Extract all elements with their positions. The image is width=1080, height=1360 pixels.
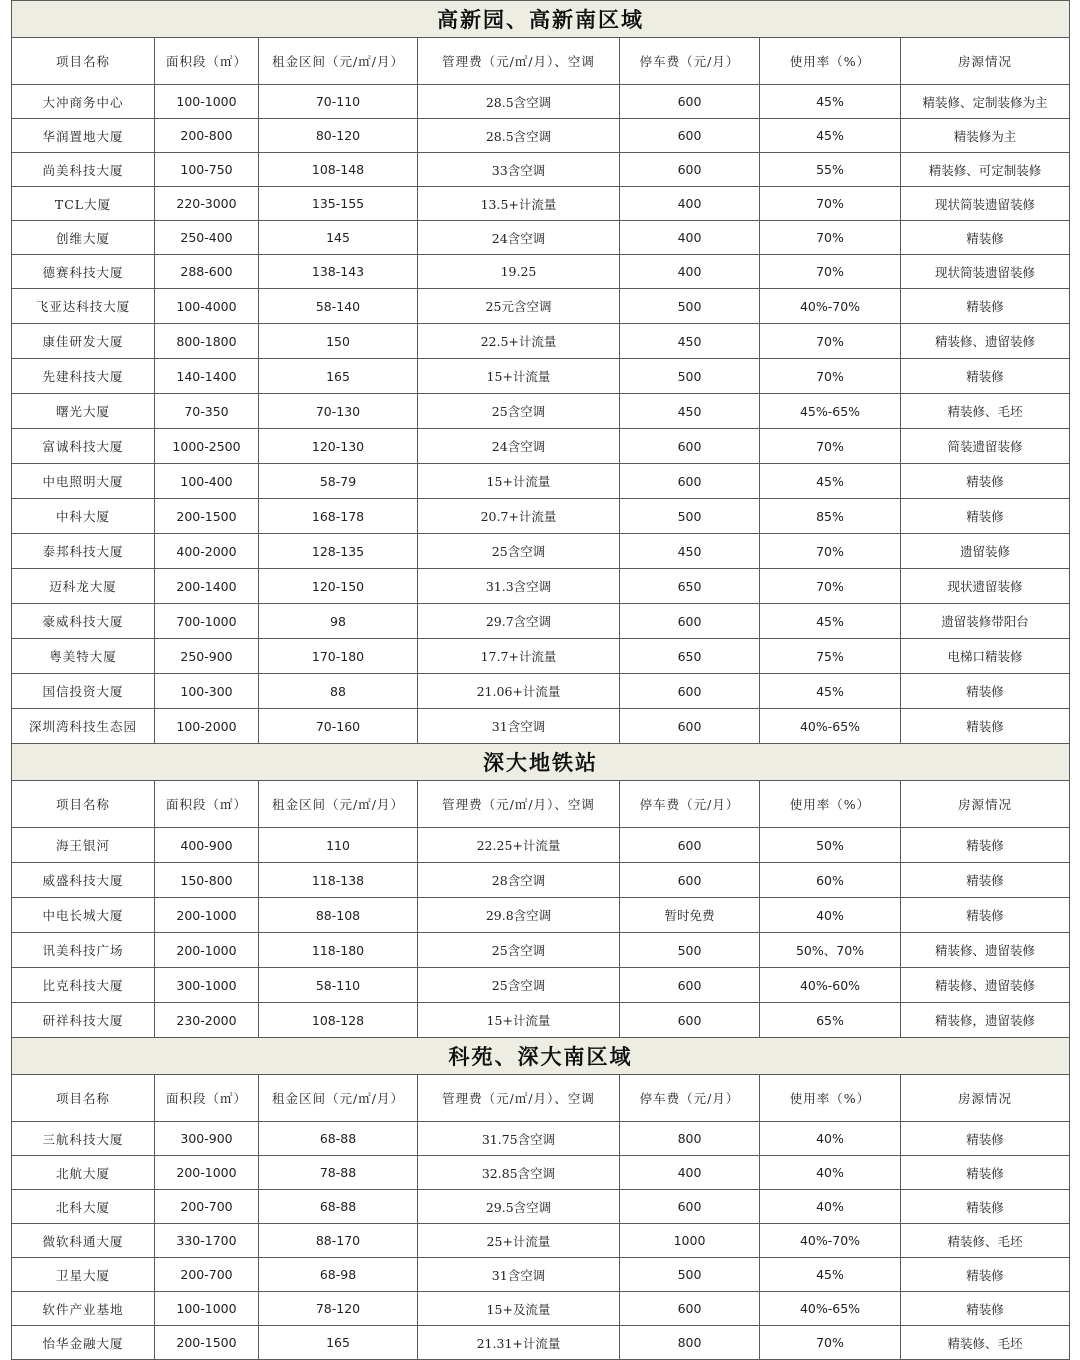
table-cell: 100-400 bbox=[155, 464, 259, 499]
table-cell: 138-143 bbox=[259, 255, 418, 289]
column-header: 项目名称 bbox=[12, 1075, 155, 1122]
table-cell: 100-300 bbox=[155, 674, 259, 709]
table-cell: 遗留装修 bbox=[901, 534, 1070, 569]
table-cell: 200-700 bbox=[155, 1258, 259, 1292]
table-cell: 600 bbox=[620, 85, 760, 119]
column-header: 使用率（%） bbox=[760, 1075, 901, 1122]
table-row bbox=[12, 639, 1070, 674]
table-cell: 330-1700 bbox=[155, 1224, 259, 1258]
table-cell: 70-160 bbox=[259, 709, 418, 744]
table-cell: 600 bbox=[620, 674, 760, 709]
table-cell: 118-180 bbox=[259, 933, 418, 968]
table-cell: 250-900 bbox=[155, 639, 259, 674]
table-cell: 500 bbox=[620, 289, 760, 324]
table-cell: 德赛科技大厦 bbox=[12, 255, 155, 289]
table-cell: TCL大厦 bbox=[12, 187, 155, 221]
table-cell: 电梯口精装修 bbox=[901, 639, 1070, 674]
table-cell: 40%-70% bbox=[760, 1224, 901, 1258]
table-row bbox=[12, 933, 1070, 968]
column-header: 租金区间（元/㎡/月） bbox=[259, 1075, 418, 1122]
table-cell: 17.7+计流量 bbox=[418, 639, 620, 674]
table-cell: 58-79 bbox=[259, 464, 418, 499]
table-cell: 精装修、遗留装修 bbox=[901, 968, 1070, 1003]
table-cell: 70% bbox=[760, 324, 901, 359]
table-cell: 中电长城大厦 bbox=[12, 898, 155, 933]
table-cell: 165 bbox=[259, 359, 418, 394]
table-cell: 70% bbox=[760, 429, 901, 464]
table-cell: 精装修 bbox=[901, 1258, 1070, 1292]
table-cell: 50%、70% bbox=[760, 933, 901, 968]
section-title-text: 科苑、深大南区域 bbox=[12, 1038, 1070, 1075]
table-cell: 深圳湾科技生态园 bbox=[12, 709, 155, 744]
table-cell: 600 bbox=[620, 863, 760, 898]
table-cell: 现状遗留装修 bbox=[901, 569, 1070, 604]
table-cell: 135-155 bbox=[259, 187, 418, 221]
table-cell: 13.5+计流量 bbox=[418, 187, 620, 221]
column-header: 租金区间（元/㎡/月） bbox=[259, 781, 418, 828]
column-header: 管理费（元/㎡/月）、空调 bbox=[418, 781, 620, 828]
table-cell: 600 bbox=[620, 1190, 760, 1224]
table-cell: 现状简装遗留装修 bbox=[901, 187, 1070, 221]
column-header: 租金区间（元/㎡/月） bbox=[259, 38, 418, 85]
rental-sheet bbox=[11, 0, 1069, 1360]
table-cell: 85% bbox=[760, 499, 901, 534]
table-cell: 600 bbox=[620, 1003, 760, 1038]
table-cell: 45% bbox=[760, 464, 901, 499]
table-cell: 精装修 bbox=[901, 1156, 1070, 1190]
table-cell: 40%-70% bbox=[760, 289, 901, 324]
table-cell: 精装修 bbox=[901, 709, 1070, 744]
table-cell: 21.31+计流量 bbox=[418, 1326, 620, 1360]
table-cell: 40% bbox=[760, 1122, 901, 1156]
table-cell: 精装修、毛坯 bbox=[901, 394, 1070, 429]
table-cell: 120-130 bbox=[259, 429, 418, 464]
table-cell: 威盛科技大厦 bbox=[12, 863, 155, 898]
table-cell: 海王银河 bbox=[12, 828, 155, 863]
table-cell: 精装修 bbox=[901, 464, 1070, 499]
table-row bbox=[12, 187, 1070, 221]
table-cell: 泰邦科技大厦 bbox=[12, 534, 155, 569]
table-cell: 粤美特大厦 bbox=[12, 639, 155, 674]
table-cell: 800 bbox=[620, 1326, 760, 1360]
column-header: 使用率（%） bbox=[760, 38, 901, 85]
table-cell: 精装修、毛坯 bbox=[901, 1326, 1070, 1360]
table-cell: 45% bbox=[760, 674, 901, 709]
table-cell: 遗留装修带阳台 bbox=[901, 604, 1070, 639]
table-cell: 精装修，遗留装修 bbox=[901, 1003, 1070, 1038]
table-cell: 128-135 bbox=[259, 534, 418, 569]
table-cell: 20.7+计流量 bbox=[418, 499, 620, 534]
table-cell: 28含空调 bbox=[418, 863, 620, 898]
table-row bbox=[12, 255, 1070, 289]
table-cell: 21.06+计流量 bbox=[418, 674, 620, 709]
table-cell: 25含空调 bbox=[418, 534, 620, 569]
table-cell: 168-178 bbox=[259, 499, 418, 534]
table-cell: 31.75含空调 bbox=[418, 1122, 620, 1156]
table-cell: 600 bbox=[620, 828, 760, 863]
table-cell: 145 bbox=[259, 221, 418, 255]
table-row bbox=[12, 534, 1070, 569]
table-cell: 精装修、定制装修为主 bbox=[901, 85, 1070, 119]
table-row bbox=[12, 1258, 1070, 1292]
table-row bbox=[12, 324, 1070, 359]
table-cell: 飞亚达科技大厦 bbox=[12, 289, 155, 324]
table-cell: 88 bbox=[259, 674, 418, 709]
table-cell: 400 bbox=[620, 221, 760, 255]
table-cell: 三航科技大厦 bbox=[12, 1122, 155, 1156]
table-row bbox=[12, 153, 1070, 187]
section-title-text: 高新园、高新南区域 bbox=[12, 1, 1070, 38]
table-cell: 22.25+计流量 bbox=[418, 828, 620, 863]
table-row bbox=[12, 1292, 1070, 1326]
table-cell: 100-4000 bbox=[155, 289, 259, 324]
table-cell: 软件产业基地 bbox=[12, 1292, 155, 1326]
table-cell: 15+计流量 bbox=[418, 464, 620, 499]
table-cell: 24含空调 bbox=[418, 221, 620, 255]
table-cell: 28.5含空调 bbox=[418, 119, 620, 153]
table-cell: 富诚科技大厦 bbox=[12, 429, 155, 464]
table-cell: 精装修 bbox=[901, 674, 1070, 709]
table-cell: 29.8含空调 bbox=[418, 898, 620, 933]
table-cell: 70% bbox=[760, 359, 901, 394]
table-cell: 118-138 bbox=[259, 863, 418, 898]
table-cell: 70-130 bbox=[259, 394, 418, 429]
table-cell: 300-1000 bbox=[155, 968, 259, 1003]
column-header: 管理费（元/㎡/月）、空调 bbox=[418, 1075, 620, 1122]
table-row bbox=[12, 604, 1070, 639]
table-cell: 45%-65% bbox=[760, 394, 901, 429]
table-cell: 25+计流量 bbox=[418, 1224, 620, 1258]
table-cell: 精装修 bbox=[901, 289, 1070, 324]
table-cell: 58-110 bbox=[259, 968, 418, 1003]
table-cell: 800-1800 bbox=[155, 324, 259, 359]
table-cell: 北航大厦 bbox=[12, 1156, 155, 1190]
table-cell: 33含空调 bbox=[418, 153, 620, 187]
table-cell: 200-1000 bbox=[155, 898, 259, 933]
table-cell: 45% bbox=[760, 119, 901, 153]
table-cell: 31含空调 bbox=[418, 709, 620, 744]
column-header: 使用率（%） bbox=[760, 781, 901, 828]
table-cell: 165 bbox=[259, 1326, 418, 1360]
table-cell: 精装修 bbox=[901, 828, 1070, 863]
table-cell: 25含空调 bbox=[418, 933, 620, 968]
table-cell: 98 bbox=[259, 604, 418, 639]
table-cell: 比克科技大厦 bbox=[12, 968, 155, 1003]
table-cell: 31含空调 bbox=[418, 1258, 620, 1292]
table-cell: 简装遗留装修 bbox=[901, 429, 1070, 464]
table-cell: 尚美科技大厦 bbox=[12, 153, 155, 187]
table-cell: 60% bbox=[760, 863, 901, 898]
table-cell: 288-600 bbox=[155, 255, 259, 289]
table-cell: 40% bbox=[760, 1190, 901, 1224]
table-cell: 78-120 bbox=[259, 1292, 418, 1326]
table-cell: 68-88 bbox=[259, 1122, 418, 1156]
table-cell: 32.85含空调 bbox=[418, 1156, 620, 1190]
table-cell: 170-180 bbox=[259, 639, 418, 674]
table-cell: 40% bbox=[760, 898, 901, 933]
table-cell: 600 bbox=[620, 119, 760, 153]
table-row bbox=[12, 828, 1070, 863]
table-cell: 600 bbox=[620, 604, 760, 639]
table-cell: 精装修、遗留装修 bbox=[901, 933, 1070, 968]
table-cell: 精装修 bbox=[901, 1190, 1070, 1224]
table-row bbox=[12, 119, 1070, 153]
table-cell: 500 bbox=[620, 1258, 760, 1292]
table-cell: 450 bbox=[620, 324, 760, 359]
table-cell: 68-88 bbox=[259, 1190, 418, 1224]
column-header-row bbox=[12, 781, 1070, 828]
table-cell: 40%-65% bbox=[760, 709, 901, 744]
table-cell: 迈科龙大厦 bbox=[12, 569, 155, 604]
column-header-row bbox=[12, 1075, 1070, 1122]
table-cell: 先建科技大厦 bbox=[12, 359, 155, 394]
table-cell: 200-1400 bbox=[155, 569, 259, 604]
table-cell: 28.5含空调 bbox=[418, 85, 620, 119]
column-header-row bbox=[12, 38, 1070, 85]
table-cell: 29.7含空调 bbox=[418, 604, 620, 639]
table-cell: 15+计流量 bbox=[418, 359, 620, 394]
table-row bbox=[12, 85, 1070, 119]
table-cell: 220-3000 bbox=[155, 187, 259, 221]
table-row bbox=[12, 429, 1070, 464]
column-header: 停车费（元/月） bbox=[620, 781, 760, 828]
table-cell: 88-108 bbox=[259, 898, 418, 933]
table-cell: 800 bbox=[620, 1122, 760, 1156]
table-row bbox=[12, 1122, 1070, 1156]
column-header: 房源情况 bbox=[901, 1075, 1070, 1122]
section-title-text: 深大地铁站 bbox=[12, 744, 1070, 781]
table-cell: 微软科通大厦 bbox=[12, 1224, 155, 1258]
table-cell: 精装修 bbox=[901, 863, 1070, 898]
table-row bbox=[12, 1156, 1070, 1190]
table-cell: 450 bbox=[620, 394, 760, 429]
table-cell: 40% bbox=[760, 1156, 901, 1190]
column-header: 停车费（元/月） bbox=[620, 1075, 760, 1122]
table-cell: 精装修、遗留装修 bbox=[901, 324, 1070, 359]
table-cell: 108-148 bbox=[259, 153, 418, 187]
column-header: 项目名称 bbox=[12, 38, 155, 85]
table-cell: 70% bbox=[760, 187, 901, 221]
table-cell: 200-1000 bbox=[155, 1156, 259, 1190]
table-cell: 600 bbox=[620, 429, 760, 464]
table-cell: 康佳研发大厦 bbox=[12, 324, 155, 359]
table-cell: 大冲商务中心 bbox=[12, 85, 155, 119]
table-cell: 45% bbox=[760, 85, 901, 119]
table-cell: 讯美科技广场 bbox=[12, 933, 155, 968]
table-cell: 100-2000 bbox=[155, 709, 259, 744]
table-cell: 400 bbox=[620, 1156, 760, 1190]
table-cell: 250-400 bbox=[155, 221, 259, 255]
table-cell: 70-350 bbox=[155, 394, 259, 429]
table-cell: 78-88 bbox=[259, 1156, 418, 1190]
table-cell: 25元含空调 bbox=[418, 289, 620, 324]
table-cell: 650 bbox=[620, 569, 760, 604]
table-cell: 15+计流量 bbox=[418, 1003, 620, 1038]
table-cell: 700-1000 bbox=[155, 604, 259, 639]
table-row bbox=[12, 499, 1070, 534]
table-cell: 75% bbox=[760, 639, 901, 674]
table-cell: 北科大厦 bbox=[12, 1190, 155, 1224]
table-cell: 24含空调 bbox=[418, 429, 620, 464]
table-cell: 创维大厦 bbox=[12, 221, 155, 255]
table-cell: 暂时免费 bbox=[620, 898, 760, 933]
table-cell: 70% bbox=[760, 1326, 901, 1360]
table-cell: 国信投资大厦 bbox=[12, 674, 155, 709]
table-row bbox=[12, 674, 1070, 709]
table-row bbox=[12, 464, 1070, 499]
table-row bbox=[12, 898, 1070, 933]
table-cell: 研祥科技大厦 bbox=[12, 1003, 155, 1038]
table-cell: 50% bbox=[760, 828, 901, 863]
table-row bbox=[12, 1224, 1070, 1258]
table-cell: 200-1000 bbox=[155, 933, 259, 968]
table-cell: 25含空调 bbox=[418, 394, 620, 429]
table-cell: 豪威科技大厦 bbox=[12, 604, 155, 639]
table-cell: 600 bbox=[620, 153, 760, 187]
table-row bbox=[12, 359, 1070, 394]
table-cell: 精装修 bbox=[901, 898, 1070, 933]
table-cell: 400 bbox=[620, 187, 760, 221]
table-cell: 中科大厦 bbox=[12, 499, 155, 534]
table-cell: 70-110 bbox=[259, 85, 418, 119]
table-cell: 40%-60% bbox=[760, 968, 901, 1003]
table-row bbox=[12, 1326, 1070, 1360]
table-cell: 精装修 bbox=[901, 1292, 1070, 1326]
table-cell: 精装修 bbox=[901, 1122, 1070, 1156]
table-cell: 200-1500 bbox=[155, 499, 259, 534]
table-row bbox=[12, 289, 1070, 324]
table-cell: 31.3含空调 bbox=[418, 569, 620, 604]
table-cell: 100-1000 bbox=[155, 85, 259, 119]
table-cell: 230-2000 bbox=[155, 1003, 259, 1038]
section-title bbox=[12, 744, 1070, 781]
table-cell: 1000 bbox=[620, 1224, 760, 1258]
table-cell: 150 bbox=[259, 324, 418, 359]
table-cell: 精装修 bbox=[901, 221, 1070, 255]
table-cell: 精装修 bbox=[901, 359, 1070, 394]
table-cell: 精装修为主 bbox=[901, 119, 1070, 153]
table-row bbox=[12, 394, 1070, 429]
table-cell: 1000-2500 bbox=[155, 429, 259, 464]
column-header: 面积段（㎡） bbox=[155, 38, 259, 85]
table-cell: 200-1500 bbox=[155, 1326, 259, 1360]
table-cell: 150-800 bbox=[155, 863, 259, 898]
table-cell: 怡华金融大厦 bbox=[12, 1326, 155, 1360]
table-cell: 400-900 bbox=[155, 828, 259, 863]
section-title bbox=[12, 1, 1070, 38]
table-cell: 650 bbox=[620, 639, 760, 674]
table-cell: 70% bbox=[760, 221, 901, 255]
table-cell: 精装修、毛坯 bbox=[901, 1224, 1070, 1258]
table-cell: 140-1400 bbox=[155, 359, 259, 394]
table-cell: 70% bbox=[760, 255, 901, 289]
table-cell: 600 bbox=[620, 464, 760, 499]
table-cell: 40%-65% bbox=[760, 1292, 901, 1326]
column-header: 停车费（元/月） bbox=[620, 38, 760, 85]
column-header: 面积段（㎡） bbox=[155, 781, 259, 828]
table-cell: 45% bbox=[760, 1258, 901, 1292]
column-header: 项目名称 bbox=[12, 781, 155, 828]
table-cell: 29.5含空调 bbox=[418, 1190, 620, 1224]
table-cell: 600 bbox=[620, 1292, 760, 1326]
table-cell: 100-1000 bbox=[155, 1292, 259, 1326]
table-cell: 200-800 bbox=[155, 119, 259, 153]
column-header: 房源情况 bbox=[901, 781, 1070, 828]
table-cell: 200-700 bbox=[155, 1190, 259, 1224]
rental-table bbox=[11, 0, 1070, 1360]
table-cell: 70% bbox=[760, 534, 901, 569]
table-row bbox=[12, 221, 1070, 255]
table-cell: 100-750 bbox=[155, 153, 259, 187]
table-row bbox=[12, 863, 1070, 898]
table-cell: 曙光大厦 bbox=[12, 394, 155, 429]
table-row bbox=[12, 968, 1070, 1003]
table-cell: 450 bbox=[620, 534, 760, 569]
table-cell: 19.25 bbox=[418, 255, 620, 289]
column-header: 面积段（㎡） bbox=[155, 1075, 259, 1122]
table-cell: 卫星大厦 bbox=[12, 1258, 155, 1292]
table-cell: 15+及流量 bbox=[418, 1292, 620, 1326]
table-cell: 58-140 bbox=[259, 289, 418, 324]
table-cell: 精装修、可定制装修 bbox=[901, 153, 1070, 187]
table-cell: 400-2000 bbox=[155, 534, 259, 569]
table-cell: 110 bbox=[259, 828, 418, 863]
table-cell: 25含空调 bbox=[418, 968, 620, 1003]
table-cell: 45% bbox=[760, 604, 901, 639]
table-cell: 55% bbox=[760, 153, 901, 187]
table-row bbox=[12, 709, 1070, 744]
table-cell: 108-128 bbox=[259, 1003, 418, 1038]
table-cell: 120-150 bbox=[259, 569, 418, 604]
table-cell: 500 bbox=[620, 499, 760, 534]
table-cell: 80-120 bbox=[259, 119, 418, 153]
table-cell: 22.5+计流量 bbox=[418, 324, 620, 359]
table-cell: 中电照明大厦 bbox=[12, 464, 155, 499]
table-cell: 68-98 bbox=[259, 1258, 418, 1292]
table-cell: 70% bbox=[760, 569, 901, 604]
section-title bbox=[12, 1038, 1070, 1075]
table-cell: 500 bbox=[620, 933, 760, 968]
table-row bbox=[12, 569, 1070, 604]
table-row bbox=[12, 1190, 1070, 1224]
table-cell: 现状简装遗留装修 bbox=[901, 255, 1070, 289]
table-cell: 华润置地大厦 bbox=[12, 119, 155, 153]
table-cell: 精装修 bbox=[901, 499, 1070, 534]
table-cell: 65% bbox=[760, 1003, 901, 1038]
table-cell: 300-900 bbox=[155, 1122, 259, 1156]
table-cell: 88-170 bbox=[259, 1224, 418, 1258]
column-header: 管理费（元/㎡/月）、空调 bbox=[418, 38, 620, 85]
table-cell: 600 bbox=[620, 709, 760, 744]
table-cell: 400 bbox=[620, 255, 760, 289]
table-row bbox=[12, 1003, 1070, 1038]
table-cell: 500 bbox=[620, 359, 760, 394]
column-header: 房源情况 bbox=[901, 38, 1070, 85]
table-cell: 600 bbox=[620, 968, 760, 1003]
